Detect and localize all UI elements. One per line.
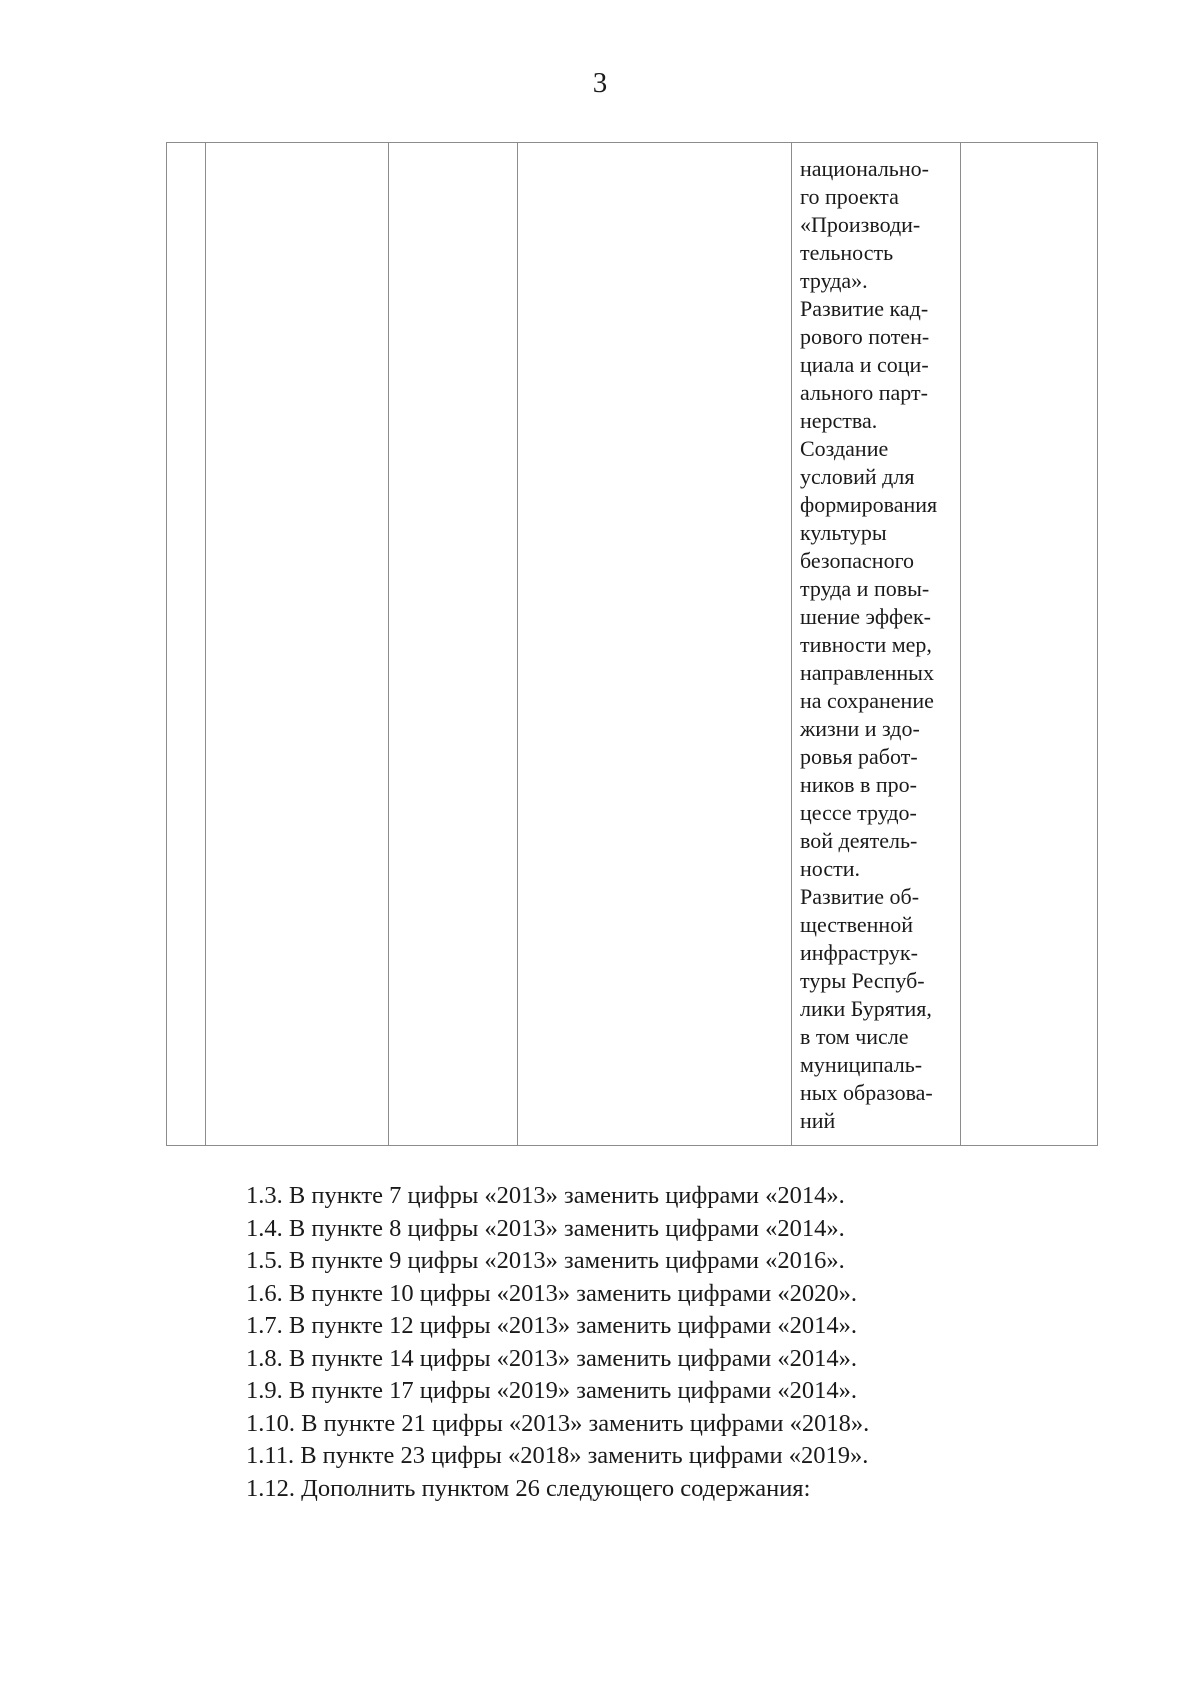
- table-cell-2: [206, 143, 389, 1146]
- amendment-item: 1.7. В пункте 12 цифры «2013» заменить цифрами «2014».: [246, 1312, 858, 1339]
- table-row: [167, 143, 1098, 1146]
- cell-line: инфраструк-: [800, 940, 918, 965]
- cell-line: тивности мер,: [800, 632, 932, 657]
- amendment-item: 1.6. В пункте 10 цифры «2013» заменить цифрами «2020».: [246, 1279, 858, 1307]
- cell-line: в том числе: [800, 1024, 909, 1049]
- document-table: [166, 142, 1098, 1146]
- amendment-item: 1.8. В пункте 14 цифры «2013» заменить цифрами «2014».: [246, 1344, 858, 1372]
- cell-line: труда и повы-: [800, 576, 930, 601]
- cell-line: ности.: [800, 856, 860, 881]
- page-number: 3: [592, 67, 608, 99]
- amendment-item: 1.11. В пункте 23 цифры «2018» заменить цифрами «2019».: [246, 1442, 869, 1469]
- cell-line: туры Респуб-: [800, 968, 925, 993]
- cell-line: безопасного: [800, 548, 915, 573]
- amendment-item: 1.4. В пункте 8 цифры «2013» заменить цифрами «2014».: [246, 1214, 845, 1242]
- table-cell-5: [792, 143, 961, 1146]
- cell-line: ников в про-: [800, 772, 917, 797]
- table-cell-1: [167, 143, 206, 1146]
- cell-line: Создание: [800, 436, 889, 461]
- cell-line: направленных: [800, 660, 934, 685]
- cell-line: национально-: [800, 156, 929, 181]
- cell-line: ального парт-: [800, 380, 928, 405]
- cell-line: Развитие об-: [800, 884, 920, 909]
- table-cell-6: [961, 143, 1098, 1146]
- cell-line: ных образова-: [800, 1080, 933, 1105]
- cell-line: шение эффек-: [800, 604, 931, 629]
- amendment-item: 1.12. Дополнить пунктом 26 следующего содержания:: [246, 1474, 811, 1502]
- cell-line: муниципаль-: [800, 1052, 923, 1077]
- cell-line: го проекта: [800, 184, 899, 209]
- cell-line: жизни и здо-: [800, 716, 920, 741]
- amendments-list: [246, 1180, 869, 1505]
- cell-line: условий для: [800, 464, 915, 489]
- cell-line: цессе трудо-: [800, 800, 917, 825]
- cell-text: [792, 143, 960, 1135]
- table-cell-4: [518, 143, 792, 1146]
- cell-line: тельность: [800, 240, 894, 265]
- amendment-item: 1.9. В пункте 17 цифры «2019» заменить цифрами «2014».: [246, 1377, 858, 1404]
- cell-line: ний: [800, 1108, 836, 1133]
- cell-line: труда».: [800, 268, 868, 293]
- table-cell-3: [389, 143, 518, 1146]
- cell-line: формирования: [800, 492, 938, 517]
- cell-line: «Производи-: [800, 212, 921, 237]
- cell-line: нерства.: [800, 408, 878, 433]
- amendment-item: 1.3. В пункте 7 цифры «2013» заменить цифрами «2014».: [246, 1182, 845, 1209]
- cell-line: культуры: [800, 520, 887, 545]
- cell-line: Развитие кад-: [800, 296, 929, 321]
- cell-line: лики Бурятия,: [800, 996, 932, 1021]
- amendment-item: 1.5. В пункте 9 цифры «2013» заменить цифрами «2016».: [246, 1247, 845, 1274]
- cell-line: циала и соци-: [800, 352, 929, 377]
- cell-line: ровья работ-: [800, 744, 918, 769]
- cell-line: рового потен-: [800, 324, 930, 349]
- cell-line: на сохранение: [800, 688, 934, 713]
- cell-line: вой деятель-: [800, 828, 918, 853]
- amendment-item: 1.10. В пункте 21 цифры «2013» заменить цифрами «2018».: [246, 1409, 870, 1437]
- cell-line: щественной: [800, 912, 913, 937]
